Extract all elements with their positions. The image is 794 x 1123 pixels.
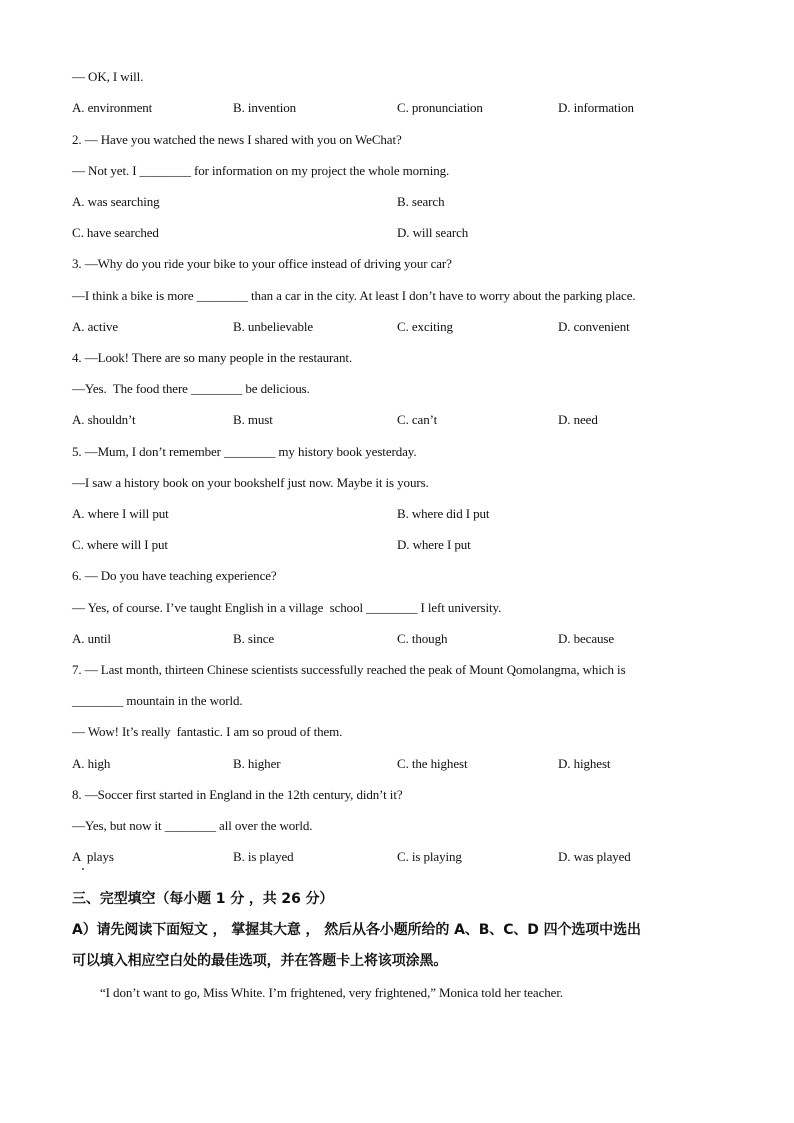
- option-q3-d: D. convenient: [558, 319, 630, 334]
- passage-first-line: “I don’t want to go, Miss White. I’m frightened, very frightened,” Monica told her teacher.: [100, 985, 563, 1000]
- question-5-reply: —I saw a history book on your bookshelf just now. Maybe it is yours.: [72, 475, 429, 490]
- option-q5-b: B. where did I put: [397, 506, 490, 521]
- section-instruction-line-2: 可以填入相应空白处的最佳选项，并在答题卡上将该项涂黑。: [72, 953, 448, 969]
- question-8-reply: —Yes, but now it ________ all over the world.: [72, 818, 313, 833]
- question-5: 5. —Mum, I don’t remember ________ my history book yesterday.: [72, 444, 417, 459]
- option-q1-d: D. information: [558, 100, 634, 115]
- option-q2-d: D. will search: [397, 225, 469, 240]
- question-7: 7. — Last month, thirteen Chinese scientists successfully reached the peak of Mount Qomolangma, which is: [72, 662, 626, 677]
- section-title: 三、完型填空（每小题 1 分 ，共 26 分）: [72, 891, 334, 907]
- option-q7-a: A. high: [72, 756, 111, 771]
- option-q2-a: A. was searching: [72, 194, 160, 209]
- option-q4-a: A. shouldn’t: [72, 412, 136, 427]
- question-8: 8. —Soccer first started in England in the 12th century, didn’t it?: [72, 787, 403, 802]
- question-4-reply: —Yes. The food there ________ be delicious.: [72, 381, 310, 396]
- option-q8-d: D. was played: [558, 849, 631, 864]
- question-2-reply: — Not yet. I ________ for information on my project the whole morning.: [72, 163, 450, 178]
- option-q4-c: C. can’t: [397, 412, 438, 427]
- option-q8-c: C. is playing: [397, 849, 462, 864]
- option-q6-d: D. because: [558, 631, 615, 646]
- question-6: 6. — Do you have teaching experience?: [72, 568, 277, 583]
- option-q7-b: B. higher: [233, 756, 281, 771]
- option-q3-c: C. exciting: [397, 319, 453, 334]
- question-3: 3. —Why do you ride your bike to your office instead of driving your car?: [72, 256, 452, 271]
- question-4: 4. —Look! There are so many people in the restaurant.: [72, 350, 353, 365]
- question-2: 2. — Have you watched the news I shared with you on WeChat?: [72, 132, 402, 147]
- option-q6-c: C. though: [397, 631, 448, 646]
- option-q6-a: A. until: [72, 631, 111, 646]
- option-q8-b: B. is played: [233, 849, 294, 864]
- question-7-continued: ________ mountain in the world.: [72, 693, 243, 708]
- option-q1-a: A. environment: [72, 100, 153, 115]
- option-q7-d: D. highest: [558, 756, 611, 771]
- option-q8-a: A plays: [72, 849, 114, 864]
- option-q1-b: B. invention: [233, 100, 297, 115]
- option-q5-d: D. where I put: [397, 537, 471, 552]
- question-7-reply: — Wow! It’s really fantastic. I am so proud of them.: [72, 724, 343, 739]
- option-q1-c: C. pronunciation: [397, 100, 483, 115]
- answer-line-q1: — OK, I will.: [72, 69, 144, 84]
- section-instruction-line-1: A）请先阅读下面短文 ， 掌握其大意 ， 然后从各小题所给的 A、B、C、D 四个选项中选出: [72, 922, 641, 938]
- option-q2-b: B. search: [397, 194, 445, 209]
- option-q5-c: C. where will I put: [72, 537, 168, 552]
- option-q3-b: B. unbelievable: [233, 319, 314, 334]
- option-q7-c: C. the highest: [397, 756, 468, 771]
- stray-dot: [82, 868, 84, 870]
- option-q6-b: B. since: [233, 631, 275, 646]
- question-3-reply: —I think a bike is more ________ than a car in the city. At least I don’t have to worry about the parking place.: [72, 288, 636, 303]
- question-6-reply: — Yes, of course. I’ve taught English in a village school ________ I left university.: [72, 600, 502, 615]
- option-q3-a: A. active: [72, 319, 119, 334]
- option-q4-b: B. must: [233, 412, 273, 427]
- option-q5-a: A. where I will put: [72, 506, 169, 521]
- option-q2-c: C. have searched: [72, 225, 159, 240]
- option-q4-d: D. need: [558, 412, 598, 427]
